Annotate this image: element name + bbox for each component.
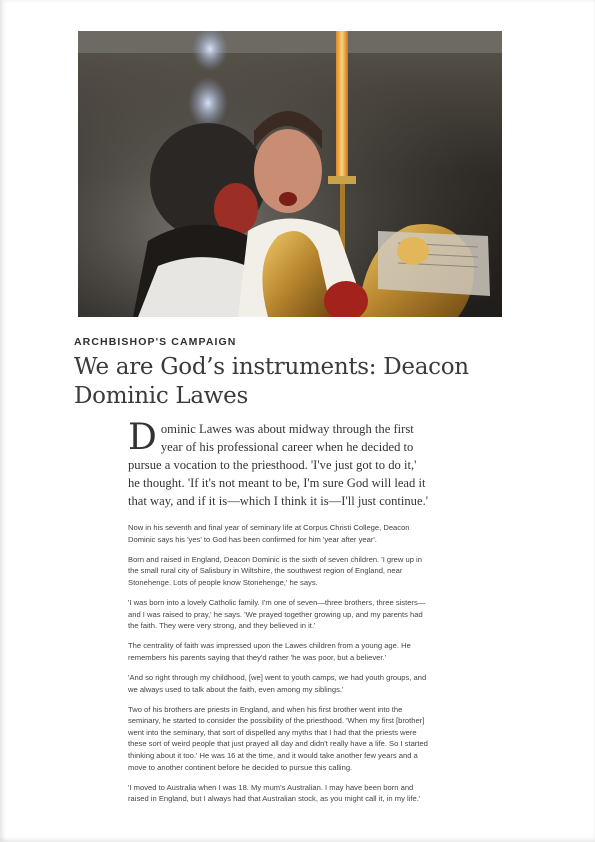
section-kicker: ARCHBISHOP'S CAMPAIGN	[74, 336, 237, 348]
body-paragraph: Two of his brothers are priests in England, and when his first brother went into the seminary, he started to consider the possibility of the priesthood. 'When my first [brother] went into the seminary, that sort of dispelled any myths that I had that the priests were these sort of weird people that just prayed all day and didn't really have a life. So I started thinking about it too.' He was 16 at the time, and it would take another few years and a move to another continent before he decided to pursue this calling.	[128, 704, 428, 772]
body-paragraph: 'I moved to Australia when I was 18. My mum's Australian. I may have been born and raised in England, but I always had that Australian stock, as you might call it, in my life.'	[128, 782, 421, 804]
lead-text: ominic Lawes was about midway through the first year of his professional career when he decided to pursue a vocation to the priesthood. 'I've just got to do it,' he thought. 'If it's not meant to be, I'm sure God will lead it that way, and if it is—which I think it is—I'll just continue.'	[128, 422, 428, 508]
lead-paragraph	[128, 417, 428, 510]
body-paragraph: 'And so right through my childhood, [we] went to youth camps, we had youth groups, and we always used to talk about the faith, even among my siblings.'	[128, 672, 427, 694]
photo-deacon-with-golden-eagle-lectern-icon	[78, 31, 502, 317]
article-headline: We are God’s instruments: Deacon Dominic Lawes	[74, 354, 469, 409]
body-paragraph: Born and raised in England, Deacon Dominic is the sixth of seven children. 'I grew up in the small rural city of Salisbury in Wiltshire, the southwest region of England, near Stonehenge. Lots of people know Stonehenge,' he says.	[128, 554, 422, 587]
article-photo	[78, 31, 502, 317]
article-body	[128, 417, 428, 813]
body-paragraph: 'I was born into a lovely Catholic family. I'm one of seven—three brothers, three sisters—and I was raised to pray,' he says. 'We prayed together growing up, and my parents had the faith. They were very strong, and they believed in it.'	[128, 597, 426, 631]
body-paragraph: The centrality of faith was impressed upon the Lawes children from a young age. He remembers his parents saying that they'd rather 'he was poor, but a believer.'	[128, 641, 411, 662]
body-paragraph: Now in his seventh and final year of seminary life at Corpus Christi College, Deacon Dominic says his 'yes' to God has been confirmed for him 'year after year'.	[128, 523, 410, 544]
drop-cap: D	[128, 417, 157, 458]
